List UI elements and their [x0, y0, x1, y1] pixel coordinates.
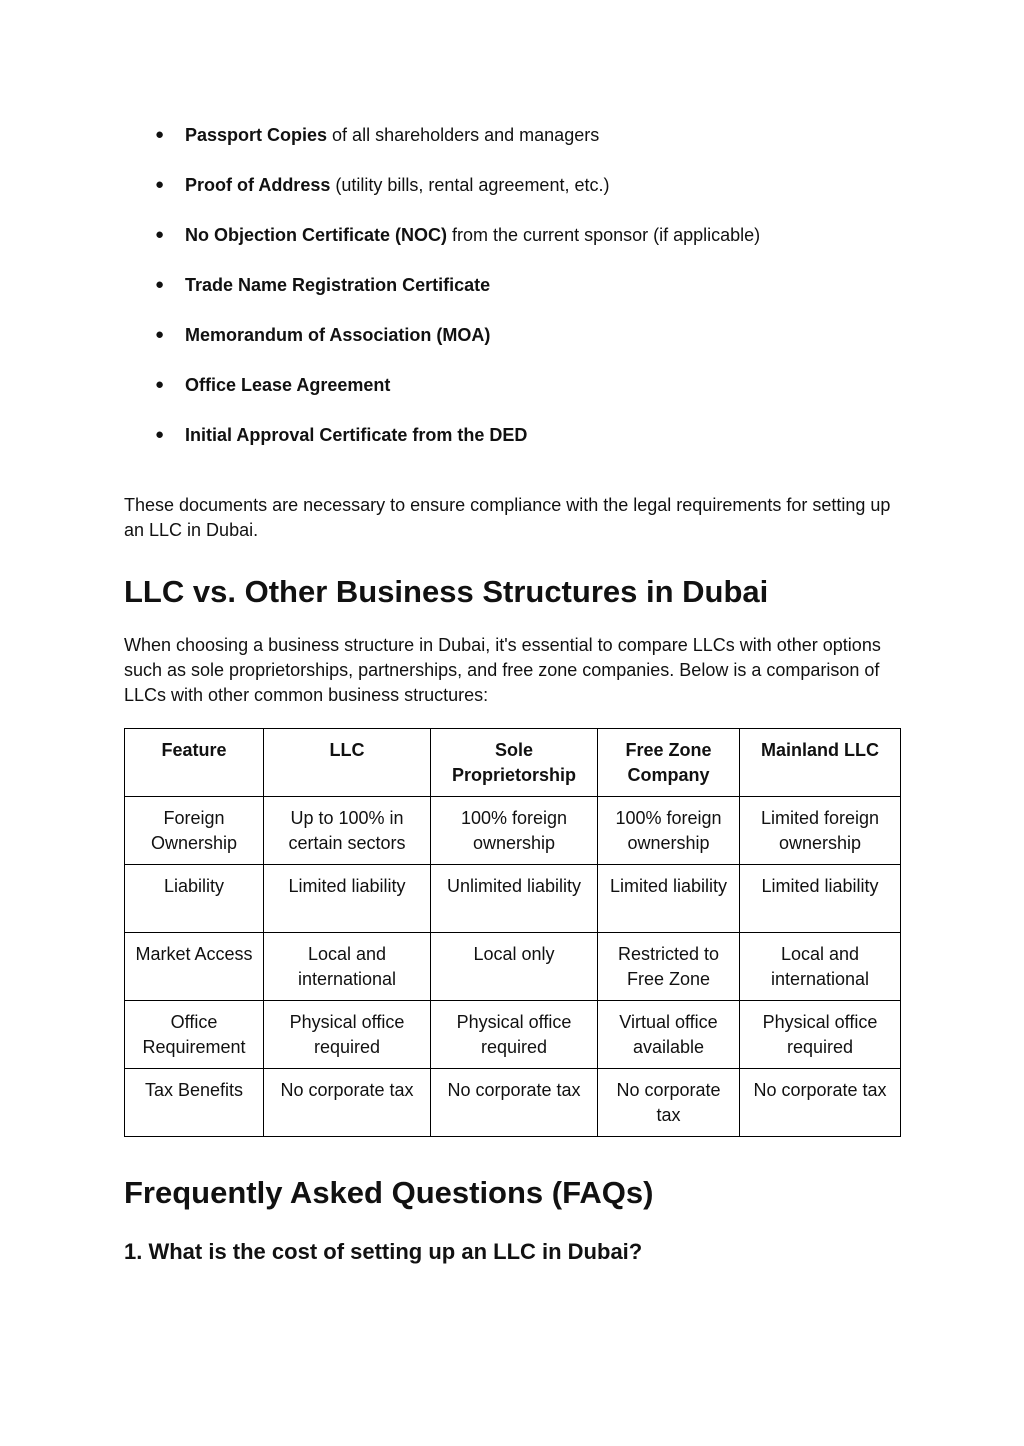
- table-row: [125, 933, 901, 1001]
- list-item: [155, 323, 490, 347]
- list-item: [155, 223, 760, 247]
- table-row: [125, 1001, 901, 1069]
- table-cell: Office Requirement: [125, 1001, 264, 1069]
- list-item-text: (utility bills, rental agreement, etc.): [330, 175, 610, 195]
- table-cell: Up to 100% in certain sectors: [264, 797, 431, 865]
- table-cell: Limited foreign ownership: [740, 797, 901, 865]
- table-cell: 100% foreign ownership: [431, 797, 598, 865]
- table-cell: No corporate tax: [740, 1069, 901, 1137]
- list-item-bold: Initial Approval Certificate from the DED: [185, 425, 528, 445]
- list-item-bold: Passport Copies: [185, 125, 328, 145]
- list-item-bold: No Objection Certificate (NOC): [185, 225, 448, 245]
- faq-question-1: 1. What is the cost of setting up an LLC in Dubai?: [124, 1239, 643, 1264]
- list-item: [155, 423, 527, 447]
- bullet-icon: ●: [155, 426, 165, 443]
- table-row: [125, 865, 901, 933]
- comparison-table: [124, 728, 901, 1137]
- table-cell: Tax Benefits: [125, 1069, 264, 1137]
- table-cell: Unlimited liability: [431, 865, 598, 933]
- list-item: [155, 273, 490, 297]
- list-item: [155, 123, 599, 147]
- comparison-intro: When choosing a business structure in Dubai, it's essential to compare LLCs with other options such as sole proprietorships, partnerships, and free zone companies. Below is a comparison of LLCs with other common business structures:: [124, 635, 881, 705]
- list-item-text: from the current sponsor (if applicable): [447, 225, 761, 245]
- table-cell: Market Access: [125, 933, 264, 1001]
- table-cell: No corporate tax: [264, 1069, 431, 1137]
- table-cell: Limited liability: [598, 865, 740, 933]
- bullet-icon: ●: [155, 326, 165, 343]
- bullet-icon: ●: [155, 376, 165, 393]
- section-heading-comparison: LLC vs. Other Business Structures in Dubai: [124, 574, 769, 609]
- table-cell: Physical office required: [431, 1001, 598, 1069]
- table-cell: Liability: [125, 865, 264, 933]
- bullet-icon: ●: [155, 226, 165, 243]
- list-item-text: of all shareholders and managers: [327, 125, 600, 145]
- column-header: LLC: [264, 729, 431, 797]
- table-cell: 100% foreign ownership: [598, 797, 740, 865]
- bullet-icon: ●: [155, 126, 165, 143]
- table-cell: Physical office required: [740, 1001, 901, 1069]
- table-cell: Local and international: [264, 933, 431, 1001]
- table-cell: No corporate tax: [431, 1069, 598, 1137]
- table-cell: Physical office required: [264, 1001, 431, 1069]
- list-item: [155, 373, 390, 397]
- bullet-icon: ●: [155, 176, 165, 193]
- table-row: [125, 1069, 901, 1137]
- table-row: [125, 797, 901, 865]
- table-header-row: [125, 729, 901, 797]
- list-item-bold: Proof of Address: [185, 175, 331, 195]
- section-heading-faqs: Frequently Asked Questions (FAQs): [124, 1175, 654, 1210]
- column-header: Feature: [125, 729, 264, 797]
- column-header: Mainland LLC: [740, 729, 901, 797]
- column-header: Sole Proprietorship: [431, 729, 598, 797]
- table-cell: Limited liability: [740, 865, 901, 933]
- table-cell: No corporate tax: [598, 1069, 740, 1137]
- list-item-bold: Trade Name Registration Certificate: [185, 275, 491, 295]
- list-item-bold: Memorandum of Association (MOA): [185, 325, 491, 345]
- list-item: [155, 173, 609, 197]
- bullet-icon: ●: [155, 276, 165, 293]
- table-cell: Virtual office available: [598, 1001, 740, 1069]
- table-cell: Local and international: [740, 933, 901, 1001]
- list-item-bold: Office Lease Agreement: [185, 375, 391, 395]
- table-cell: Foreign Ownership: [125, 797, 264, 865]
- table-cell: Restricted to Free Zone: [598, 933, 740, 1001]
- table-cell: Local only: [431, 933, 598, 1001]
- column-header: Free Zone Company: [598, 729, 740, 797]
- table-cell: Limited liability: [264, 865, 431, 933]
- documents-note: These documents are necessary to ensure compliance with the legal requirements for setting up an LLC in Dubai.: [124, 495, 891, 540]
